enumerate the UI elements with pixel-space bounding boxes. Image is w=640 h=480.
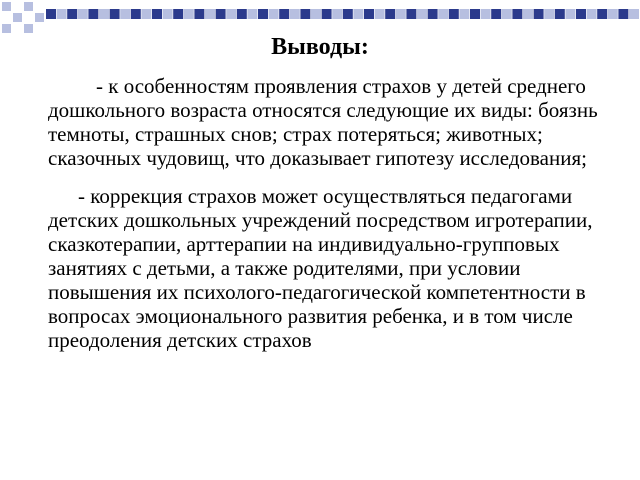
band-square bbox=[481, 9, 491, 19]
band-square bbox=[184, 9, 194, 19]
band-square bbox=[491, 9, 501, 19]
conclusion-paragraph-1: - к особенностям проявления страхов у детей среднего дошкольного возраста относятся следующие их виды: боязнь темноты, страшных снов; страх потеряться; животных; сказочных чудовищ, что доказывает гипотезу исследования; bbox=[48, 74, 598, 170]
band-square bbox=[88, 9, 98, 19]
band-square bbox=[311, 9, 321, 19]
band-square bbox=[618, 9, 628, 19]
band-square bbox=[555, 9, 565, 19]
band-square bbox=[364, 9, 374, 19]
band-square bbox=[300, 9, 310, 19]
band-square bbox=[534, 9, 544, 19]
band-square bbox=[343, 9, 353, 19]
band-square bbox=[608, 9, 618, 19]
band-square bbox=[459, 9, 469, 19]
conclusion-paragraph-2: - коррекция страхов может осуществляться педагогами детских дошкольных учреждений посредством игротерапии, сказкотерапии, арттерапии на индивидуально-групповых занятиях с детьми, а также родителями, при условии повышения их психолого-педагогической компетентности в вопросах эмоционального развития ребенка, и в том числе преодоления детских страхов bbox=[48, 184, 593, 352]
band-square bbox=[258, 9, 268, 19]
band-square bbox=[152, 9, 162, 19]
band-square bbox=[57, 9, 67, 19]
band-square bbox=[512, 9, 522, 19]
band-square bbox=[396, 9, 406, 19]
band-square bbox=[470, 9, 480, 19]
band-square bbox=[46, 9, 56, 19]
band-square bbox=[449, 9, 459, 19]
band-square bbox=[406, 9, 416, 19]
band-square bbox=[629, 9, 639, 19]
band-square bbox=[173, 9, 183, 19]
band-square bbox=[269, 9, 279, 19]
band-square bbox=[110, 9, 120, 19]
slide-title: Выводы: bbox=[271, 34, 369, 60]
slide-body bbox=[48, 74, 618, 352]
band-square bbox=[290, 9, 300, 19]
band-square bbox=[332, 9, 342, 19]
band-square bbox=[597, 9, 607, 19]
band-square bbox=[417, 9, 427, 19]
band-square bbox=[523, 9, 533, 19]
band-square bbox=[576, 9, 586, 19]
band-square bbox=[247, 9, 257, 19]
band-square bbox=[163, 9, 173, 19]
band-square bbox=[205, 9, 215, 19]
band-square bbox=[385, 9, 395, 19]
band-square bbox=[565, 9, 575, 19]
band-square bbox=[544, 9, 554, 19]
band-square bbox=[99, 9, 109, 19]
band-square bbox=[502, 9, 512, 19]
band-square bbox=[67, 9, 77, 19]
band-square bbox=[120, 9, 130, 19]
band-square bbox=[438, 9, 448, 19]
band-square bbox=[353, 9, 363, 19]
band-square bbox=[279, 9, 289, 19]
band-square bbox=[78, 9, 88, 19]
band-square bbox=[428, 9, 438, 19]
band-square bbox=[587, 9, 597, 19]
decorative-square-band bbox=[46, 9, 640, 19]
band-square bbox=[131, 9, 141, 19]
band-square bbox=[141, 9, 151, 19]
band-square bbox=[216, 9, 226, 19]
band-square bbox=[375, 9, 385, 19]
band-square bbox=[194, 9, 204, 19]
band-square bbox=[322, 9, 332, 19]
band-square bbox=[226, 9, 236, 19]
band-square bbox=[237, 9, 247, 19]
